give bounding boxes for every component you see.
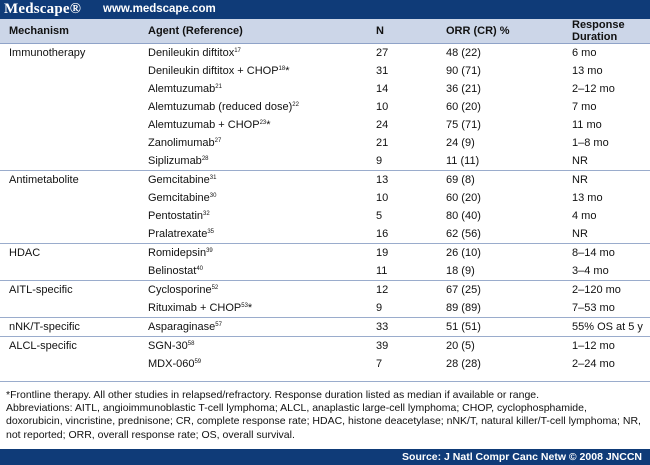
frontline-marker: *	[266, 119, 271, 131]
orr-cell: 80 (40)	[446, 210, 481, 222]
agent-cell	[144, 44, 372, 63]
agent-cell	[144, 318, 372, 337]
n-cell: 19	[372, 244, 442, 263]
column-header-n: N	[372, 19, 442, 44]
duration-cell: 2–12 mo	[572, 83, 615, 95]
mechanism-cell	[0, 262, 144, 281]
agent-cell	[144, 152, 372, 171]
agent-cell	[144, 299, 372, 318]
orr-cell: 26 (10)	[442, 244, 568, 263]
table-row	[0, 116, 650, 134]
orr-cell: 11 (11)	[446, 155, 480, 167]
mechanism-cell	[0, 134, 144, 152]
agent-cell	[144, 207, 372, 225]
n-cell: 12	[372, 281, 442, 300]
mechanism-cell: Immunotherapy	[9, 47, 86, 59]
n-cell: 9	[376, 302, 383, 314]
table-row	[0, 171, 650, 190]
reference-number: 32	[203, 211, 210, 217]
reference-number: 57	[215, 322, 222, 328]
duration-cell: 2–24 mo	[572, 358, 615, 370]
agent-name: Alemtuzumab (reduced dose)	[148, 101, 293, 113]
table-row	[0, 244, 650, 263]
duration-cell: 1–12 mo	[568, 337, 650, 356]
reference-number: 27	[214, 138, 222, 144]
n-cell: 11	[376, 265, 388, 277]
mechanism-cell	[0, 207, 144, 225]
footer-bar	[0, 449, 650, 465]
footnote-divider	[0, 381, 650, 382]
table-row	[0, 152, 650, 171]
agent-cell	[144, 281, 372, 300]
duration-cell: 11 mo	[572, 119, 602, 131]
agent-cell	[144, 337, 372, 356]
table-row	[0, 207, 650, 225]
table-row	[0, 281, 650, 300]
agent-name: SGN-30	[148, 340, 188, 352]
duration-cell: 6 mo	[572, 47, 597, 59]
column-header-agent: Agent (Reference)	[144, 19, 372, 44]
mechanism-cell	[0, 62, 144, 80]
table-body	[0, 44, 650, 374]
table-row	[0, 318, 650, 337]
reference-number: 23	[259, 120, 267, 126]
duration-cell: 55% OS at 5 y	[568, 318, 650, 337]
mechanism-cell	[0, 116, 144, 134]
n-cell: 7	[376, 358, 383, 370]
agent-name: Alemtuzumab	[148, 83, 216, 95]
mechanism-cell: ALCL-specific	[0, 337, 144, 356]
orr-cell: 62 (56)	[446, 228, 481, 240]
agent-name: Cyclosporine	[148, 284, 212, 296]
n-cell: 33	[372, 318, 442, 337]
table-header-row	[0, 19, 650, 44]
reference-number: 35	[207, 229, 214, 235]
results-table	[0, 19, 650, 373]
duration-cell: 3–4 mo	[572, 265, 609, 277]
orr-cell: 28 (28)	[446, 358, 481, 370]
agent-cell	[144, 80, 372, 98]
agent-name: Siplizumab	[148, 155, 202, 167]
table-row	[0, 299, 650, 318]
agent-name: Alemtuzumab + CHOP	[148, 119, 260, 131]
reference-number: 30	[209, 193, 217, 199]
table-row	[0, 44, 650, 63]
reference-number: 31	[209, 175, 217, 181]
n-cell: 39	[372, 337, 442, 356]
reference-number: 28	[201, 156, 209, 162]
n-cell: 24	[376, 119, 389, 131]
n-cell: 10	[376, 192, 389, 204]
duration-cell: 13 mo	[572, 65, 603, 77]
duration-cell: NR	[568, 171, 650, 190]
agent-cell	[144, 262, 372, 281]
orr-cell: 60 (20)	[446, 192, 481, 204]
table-row	[0, 80, 650, 98]
column-header-duration: Response Duration	[568, 19, 650, 44]
reference-number: 39	[206, 248, 213, 254]
duration-cell: 7–53 mo	[572, 302, 615, 314]
agent-name: Pralatrexate	[148, 228, 208, 240]
reference-number: 59	[194, 359, 202, 365]
duration-cell: NR	[572, 155, 588, 167]
agent-name: Belinostat	[148, 265, 197, 277]
header-bar	[0, 0, 650, 19]
orr-cell: 89 (89)	[446, 302, 481, 314]
table-row	[0, 62, 650, 80]
table-row	[0, 98, 650, 116]
n-cell: 13	[372, 171, 442, 190]
reference-number: 22	[292, 102, 299, 108]
agent-name: Zanolimumab	[148, 137, 215, 149]
mechanism-cell	[0, 299, 144, 318]
mechanism-cell: Antimetabolite	[0, 171, 144, 190]
orr-cell: 36 (21)	[446, 83, 481, 95]
n-cell: 5	[376, 210, 383, 222]
orr-cell: 67 (25)	[442, 281, 568, 300]
agent-name: Asparaginase	[148, 321, 216, 333]
n-cell: 10	[376, 101, 389, 113]
frontline-marker: *	[247, 302, 253, 314]
mechanism-cell: nNK/T-specific	[0, 318, 144, 337]
reference-number: 21	[215, 84, 222, 90]
mechanism-cell	[0, 225, 144, 244]
n-cell: 16	[376, 228, 389, 240]
footnote-frontline: *Frontline therapy. All other studies in relapsed/refractory. Response duration listed as median if available or range.	[6, 389, 540, 401]
agent-name: Romidepsin	[148, 247, 207, 259]
orr-cell: 75 (71)	[446, 119, 481, 131]
agent-cell	[144, 171, 372, 190]
n-cell: 14	[376, 83, 389, 95]
source-citation: Source: J Natl Compr Canc Netw © 2008 JNCCN	[402, 451, 642, 463]
mechanism-cell	[0, 80, 144, 98]
table-row	[0, 355, 650, 373]
agent-name: Gemcitabine	[148, 192, 210, 204]
orr-cell: 60 (20)	[446, 101, 481, 113]
mechanism-cell	[0, 355, 144, 373]
duration-cell: 1–8 mo	[572, 137, 609, 149]
footnote	[6, 389, 646, 442]
table-row	[0, 337, 650, 356]
table-row	[0, 225, 650, 244]
duration-cell: 2–120 mo	[568, 281, 650, 300]
reference-number: 52	[211, 285, 219, 291]
agent-cell	[144, 134, 372, 152]
site-url[interactable]: www.medscape.com	[103, 3, 216, 15]
orr-cell: 51 (51)	[442, 318, 568, 337]
n-cell: 9	[376, 155, 383, 167]
agent-name: Pentostatin	[148, 210, 204, 222]
orr-cell: 24 (9)	[446, 137, 475, 149]
agent-cell	[144, 244, 372, 263]
n-cell: 21	[376, 137, 389, 149]
agent-name: Rituximab + CHOP	[148, 302, 242, 314]
table-row	[0, 189, 650, 207]
agent-cell	[144, 116, 372, 134]
orr-cell: 20 (5)	[442, 337, 568, 356]
footnote-abbreviations: Abbreviations: AITL, angioimmunoblastic T-cell lymphoma; ALCL, anaplastic large-cell lymphoma; CHOP, cyclophosphamide, doxorubicin, vincristine, prednisone; CR, complete response rate; HDAC, histone deacetylase; nNK/T, natural killer/T-cell lymphoma; NR, not reported; ORR, overall response rate; OS, overall survival.	[6, 402, 641, 441]
agent-cell	[144, 98, 372, 116]
mechanism-cell: HDAC	[0, 244, 144, 263]
mechanism-cell: AITL-specific	[0, 281, 144, 300]
duration-cell: 7 mo	[572, 101, 597, 113]
mechanism-cell	[0, 152, 144, 171]
duration-cell: NR	[572, 228, 588, 240]
frontline-marker: *	[285, 65, 290, 77]
agent-cell	[144, 62, 372, 80]
table-row	[0, 134, 650, 152]
orr-cell: 69 (8)	[442, 171, 568, 190]
reference-number: 40	[196, 266, 203, 272]
agent-name: MDX-060	[148, 358, 195, 370]
reference-number: 17	[234, 48, 241, 54]
agent-cell	[144, 189, 372, 207]
table-row	[0, 262, 650, 281]
column-header-mechanism: Mechanism	[0, 19, 144, 44]
orr-cell: 18 (9)	[446, 265, 475, 277]
duration-cell: 4 mo	[572, 210, 597, 222]
orr-cell: 48 (22)	[446, 47, 481, 59]
agent-cell	[144, 355, 372, 373]
agent-name: Gemcitabine	[148, 174, 210, 186]
mechanism-cell	[0, 98, 144, 116]
column-header-orr: ORR (CR) %	[442, 19, 568, 44]
duration-cell: 13 mo	[572, 192, 603, 204]
reference-number: 53	[241, 303, 248, 309]
medscape-logo[interactable]: Medscape®	[4, 1, 82, 17]
n-cell: 27	[376, 47, 389, 59]
n-cell: 31	[376, 65, 389, 77]
mechanism-cell	[0, 189, 144, 207]
agent-cell	[144, 225, 372, 244]
duration-cell: 8–14 mo	[568, 244, 650, 263]
orr-cell: 90 (71)	[446, 65, 481, 77]
reference-number: 18	[278, 66, 286, 72]
reference-number: 58	[187, 341, 195, 347]
agent-name: Denileukin diftitox	[148, 47, 235, 59]
agent-name: Denileukin diftitox + CHOP	[148, 65, 279, 77]
